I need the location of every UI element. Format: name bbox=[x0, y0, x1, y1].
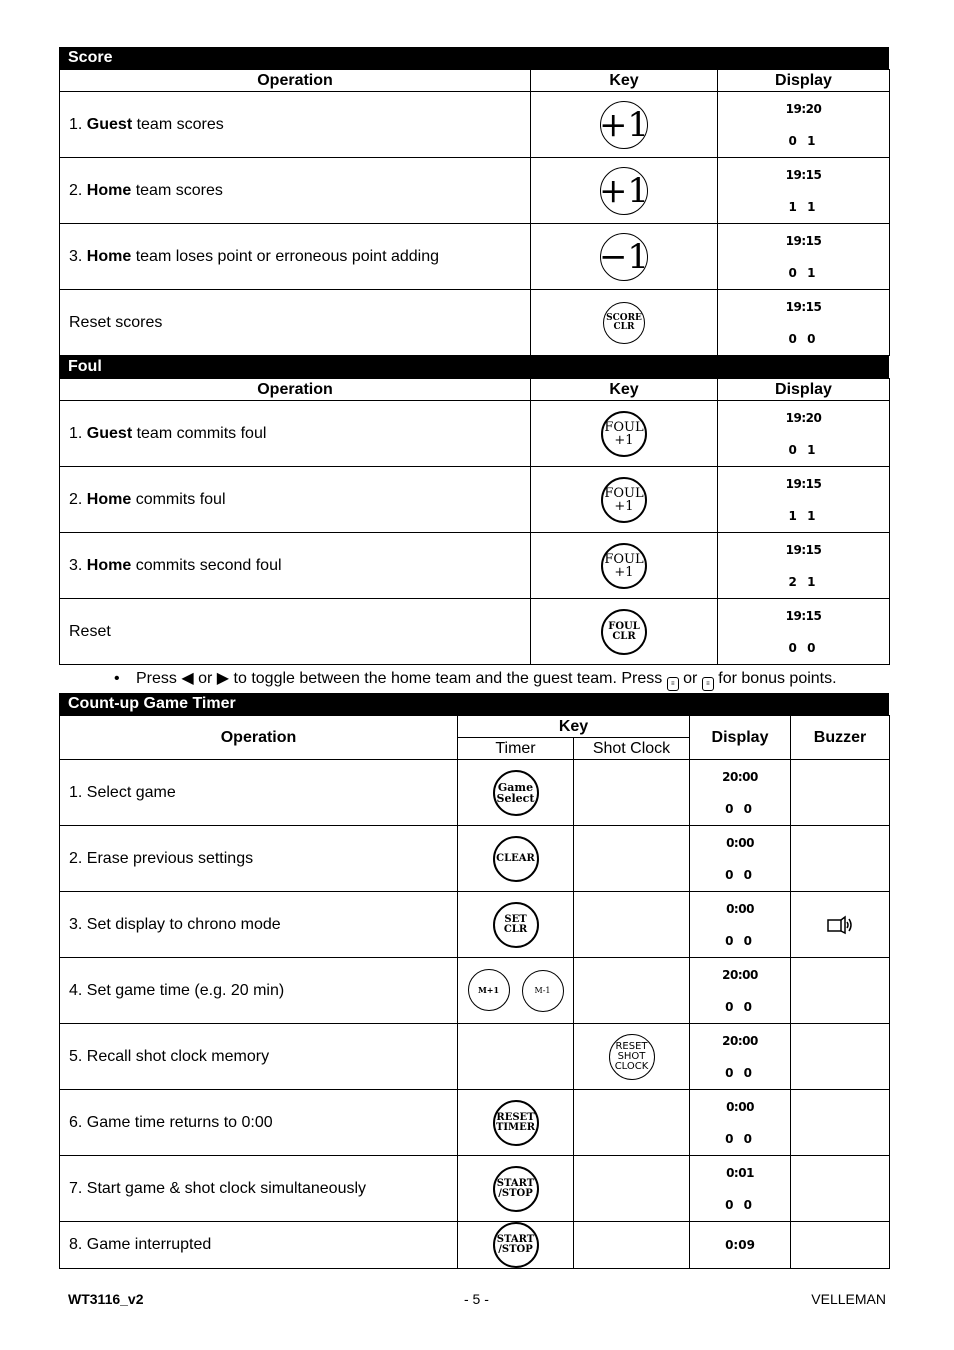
table-row bbox=[60, 1090, 890, 1156]
operation-cell: 2. Erase previous settings bbox=[60, 826, 458, 892]
footer-model: WT3116_v2 bbox=[68, 1291, 144, 1307]
right-arrow-icon: ▶ bbox=[216, 670, 230, 687]
operation-cell: 5. Recall shot clock memory bbox=[60, 1024, 458, 1090]
set-clear-key-icon: SET CLR bbox=[493, 902, 539, 948]
display-readout: 0:01 0 0 bbox=[725, 1165, 755, 1212]
reset-shot-clock-key-icon: RESET SHOT CLOCK bbox=[609, 1034, 655, 1080]
plus-one-key-icon: +1 bbox=[600, 167, 648, 215]
operation-cell: 1. Guest team commits foul bbox=[60, 401, 531, 467]
foul-plus-one-key-icon: FOUL +1 bbox=[601, 543, 647, 589]
header-display: Display bbox=[690, 716, 791, 760]
reset-timer-key-icon: RESET TIMER bbox=[493, 1100, 539, 1146]
footer-page-number: - 5 - bbox=[464, 1291, 489, 1307]
clear-key-icon: CLEAR bbox=[493, 836, 539, 882]
table-row bbox=[60, 826, 890, 892]
score-clear-key-icon: SCORE CLR bbox=[603, 302, 645, 344]
foul-section-title: Foul bbox=[59, 356, 889, 378]
operation-cell: 3. Home team loses point or erroneous point adding bbox=[60, 224, 531, 290]
header-display: Display bbox=[718, 70, 890, 92]
left-arrow-icon: ◀ bbox=[181, 670, 194, 687]
operation-cell: 3. Home commits second foul bbox=[60, 533, 531, 599]
display-readout: 0:09 bbox=[725, 1238, 755, 1252]
operation-cell: 8. Game interrupted bbox=[60, 1222, 458, 1269]
foul-plus-one-key-icon: FOUL +1 bbox=[601, 477, 647, 523]
display-readout: 19:20 0 1 bbox=[785, 410, 822, 457]
table-row bbox=[60, 533, 890, 599]
operation-cell: 2. Home team scores bbox=[60, 158, 531, 224]
header-key: Key bbox=[531, 379, 718, 401]
table-row bbox=[60, 599, 890, 665]
table-row bbox=[60, 467, 890, 533]
bonus-home-key-icon: ≡ bbox=[667, 677, 679, 691]
header-display: Display bbox=[718, 379, 890, 401]
header-operation: Operation bbox=[60, 379, 531, 401]
display-readout: 19:15 1 1 bbox=[785, 167, 822, 214]
operation-cell: 1. Select game bbox=[60, 760, 458, 826]
header-shot-clock: Shot Clock bbox=[574, 738, 690, 760]
table-row bbox=[60, 158, 890, 224]
score-section-title: Score bbox=[59, 47, 889, 69]
display-readout: 19:15 0 0 bbox=[785, 299, 822, 346]
operation-cell: Reset scores bbox=[60, 290, 531, 356]
header-operation: Operation bbox=[60, 70, 531, 92]
timer-section-title: Count-up Game Timer bbox=[59, 693, 889, 715]
table-row bbox=[60, 92, 890, 158]
speaker-icon bbox=[791, 892, 890, 958]
header-buzzer: Buzzer bbox=[791, 716, 890, 760]
display-readout: 19:15 1 1 bbox=[785, 476, 822, 523]
display-readout: 20:00 0 0 bbox=[722, 769, 758, 816]
table-row bbox=[60, 760, 890, 826]
game-select-key-icon: Game Select bbox=[493, 770, 539, 816]
table-row bbox=[60, 892, 890, 958]
display-readout: 0:00 0 0 bbox=[725, 901, 755, 948]
foul-table bbox=[59, 378, 890, 665]
table-row bbox=[60, 958, 890, 1024]
bonus-guest-key-icon: ≡ bbox=[702, 677, 714, 691]
display-readout: 19:15 0 1 bbox=[785, 233, 822, 280]
operation-cell: 4. Set game time (e.g. 20 min) bbox=[60, 958, 458, 1024]
display-readout: 19:15 2 1 bbox=[785, 542, 822, 589]
display-readout: 0:00 0 0 bbox=[725, 835, 755, 882]
manual-page bbox=[59, 47, 889, 1269]
operation-cell: 7. Start game & shot clock simultaneously bbox=[60, 1156, 458, 1222]
operation-cell: 6. Game time returns to 0:00 bbox=[60, 1090, 458, 1156]
table-row bbox=[60, 224, 890, 290]
operation-cell: 3. Set display to chrono mode bbox=[60, 892, 458, 958]
minute-plus-key-icon: M+1 bbox=[468, 969, 510, 1011]
start-stop-key-icon: START /STOP bbox=[493, 1166, 539, 1212]
table-row bbox=[60, 290, 890, 356]
timer-table bbox=[59, 715, 890, 1269]
table-row bbox=[60, 1222, 890, 1269]
operation-cell: 1. Guest team scores bbox=[60, 92, 531, 158]
bullet-icon: • bbox=[114, 670, 120, 687]
table-row bbox=[60, 401, 890, 467]
operation-cell: Reset bbox=[60, 599, 531, 665]
header-key: Key bbox=[458, 716, 690, 738]
header-timer: Timer bbox=[458, 738, 574, 760]
header-operation: Operation bbox=[60, 716, 458, 760]
foul-plus-one-key-icon: FOUL +1 bbox=[601, 411, 647, 457]
operation-cell: 2. Home commits foul bbox=[60, 467, 531, 533]
display-readout: 20:00 0 0 bbox=[722, 967, 758, 1014]
footer-brand: VELLEMAN bbox=[811, 1291, 886, 1307]
display-readout: 20:00 0 0 bbox=[722, 1033, 758, 1080]
table-row bbox=[60, 1024, 890, 1090]
display-readout: 19:20 0 1 bbox=[785, 101, 822, 148]
header-key: Key bbox=[531, 70, 718, 92]
bullet-note: • Press ◀ or ▶ to toggle between the home team and the guest team. Press ≡ or ≡ for bonus points. bbox=[59, 665, 889, 693]
table-row bbox=[60, 1156, 890, 1222]
display-readout: 19:15 0 0 bbox=[785, 608, 822, 655]
score-table bbox=[59, 69, 890, 356]
plus-one-key-icon: +1 bbox=[600, 101, 648, 149]
foul-clear-key-icon: FOUL CLR bbox=[601, 609, 647, 655]
minute-minus-key-icon: M-1 bbox=[522, 970, 564, 1012]
minus-one-key-icon: −1 bbox=[600, 233, 648, 281]
display-readout: 0:00 0 0 bbox=[725, 1099, 755, 1146]
start-stop-key-icon: START /STOP bbox=[493, 1222, 539, 1268]
